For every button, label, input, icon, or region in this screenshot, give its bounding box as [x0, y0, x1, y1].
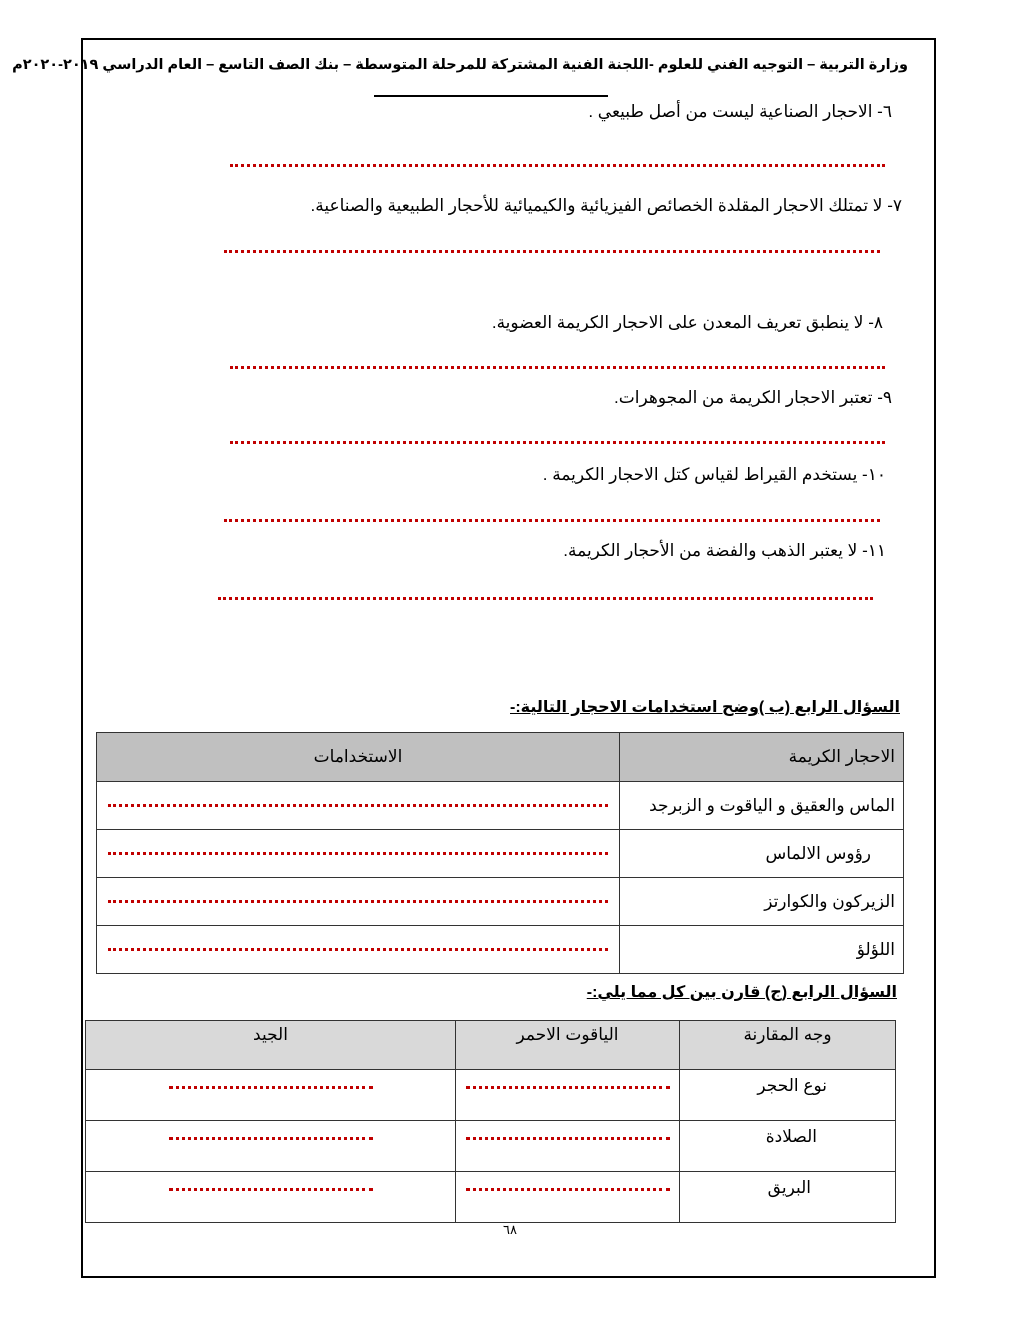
ruby-answer-cell[interactable]: [456, 1121, 680, 1172]
answer-dots[interactable]: [108, 948, 608, 951]
table-row: [97, 926, 904, 974]
answer-line-7[interactable]: [224, 250, 880, 253]
header-aspect: وجه المقارنة: [680, 1021, 896, 1070]
jade-answer-cell[interactable]: [86, 1121, 456, 1172]
stone-name: رؤوس الالماس: [620, 830, 904, 878]
header-divider: [374, 95, 608, 97]
stone-name: الزيركون والكوارتز: [620, 878, 904, 926]
answer-dots[interactable]: [466, 1137, 670, 1140]
use-answer-cell[interactable]: [97, 878, 620, 926]
answer-dots[interactable]: [169, 1188, 373, 1191]
answer-dots[interactable]: [108, 852, 608, 855]
answer-dots[interactable]: [169, 1137, 373, 1140]
header-uses: الاستخدامات: [97, 733, 620, 782]
question-9: ٩- تعتبر الاحجار الكريمة من المجوهرات.: [614, 388, 892, 407]
question-11: ١١- لا يعتبر الذهب والفضة من الأحجار الكريمة.: [563, 541, 886, 560]
jade-answer-cell[interactable]: [86, 1172, 456, 1223]
comparison-table-header-row: [86, 1021, 896, 1070]
use-answer-cell[interactable]: [97, 830, 620, 878]
answer-line-10[interactable]: [224, 519, 880, 522]
section-c-title: السؤال الرابع (ج) قارن بين كل مما يلي:-: [586, 984, 897, 1001]
table-row: [86, 1121, 896, 1172]
uses-table: [96, 732, 904, 974]
question-6: ٦- الاحجار الصناعية ليست من أصل طبيعي .: [588, 102, 892, 121]
stone-name: اللؤلؤ: [620, 926, 904, 974]
stone-name: الماس والعقيق و الياقوت و الزبرجد: [620, 782, 904, 830]
header-jade: الجيد: [86, 1021, 456, 1070]
use-answer-cell[interactable]: [97, 926, 620, 974]
answer-dots[interactable]: [108, 900, 608, 903]
answer-line-8[interactable]: [230, 366, 885, 369]
table-row: [97, 878, 904, 926]
answer-line-6[interactable]: [230, 164, 885, 167]
answer-dots[interactable]: [108, 804, 608, 807]
comparison-table: [85, 1020, 896, 1223]
aspect-label: الصلادة: [680, 1121, 896, 1172]
aspect-label: البريق: [680, 1172, 896, 1223]
section-b-title: السؤال الرابع (ب )وضح استخدامات الاحجار التالية:-: [510, 699, 900, 716]
ruby-answer-cell[interactable]: [456, 1070, 680, 1121]
table-row: [86, 1070, 896, 1121]
answer-line-9[interactable]: [230, 441, 885, 444]
uses-table-header-row: [97, 733, 904, 782]
page-number: ٦٨: [503, 1222, 517, 1237]
answer-line-11[interactable]: [218, 597, 873, 600]
page-header-title: وزارة التربية – التوجيه الفني للعلوم -اللجنة الفنية المشتركة للمرحلة المتوسطة – بنك الصف التاسع – العام الدراسي ٢٠١٩-٢٠٢٠م: [12, 57, 908, 73]
table-row: [97, 782, 904, 830]
header-stones: الاحجار الكريمة: [620, 733, 904, 782]
question-8: ٨- لا ينطبق تعريف المعدن على الاحجار الكريمة العضوية.: [491, 313, 883, 332]
answer-dots[interactable]: [466, 1086, 670, 1089]
answer-dots[interactable]: [466, 1188, 670, 1191]
table-row: [97, 830, 904, 878]
aspect-label: نوع الحجر: [680, 1070, 896, 1121]
answer-dots[interactable]: [169, 1086, 373, 1089]
table-row: [86, 1172, 896, 1223]
header-ruby: الياقوت الاحمر: [456, 1021, 680, 1070]
question-10: ١٠- يستخدم القيراط لقياس كتل الاحجار الكريمة .: [542, 465, 886, 484]
jade-answer-cell[interactable]: [86, 1070, 456, 1121]
question-7: ٧- لا تمتلك الاحجار المقلدة الخصائص الفيزيائية والكيميائية للأحجار الطبيعية والصناعية.: [310, 196, 902, 215]
ruby-answer-cell[interactable]: [456, 1172, 680, 1223]
use-answer-cell[interactable]: [97, 782, 620, 830]
